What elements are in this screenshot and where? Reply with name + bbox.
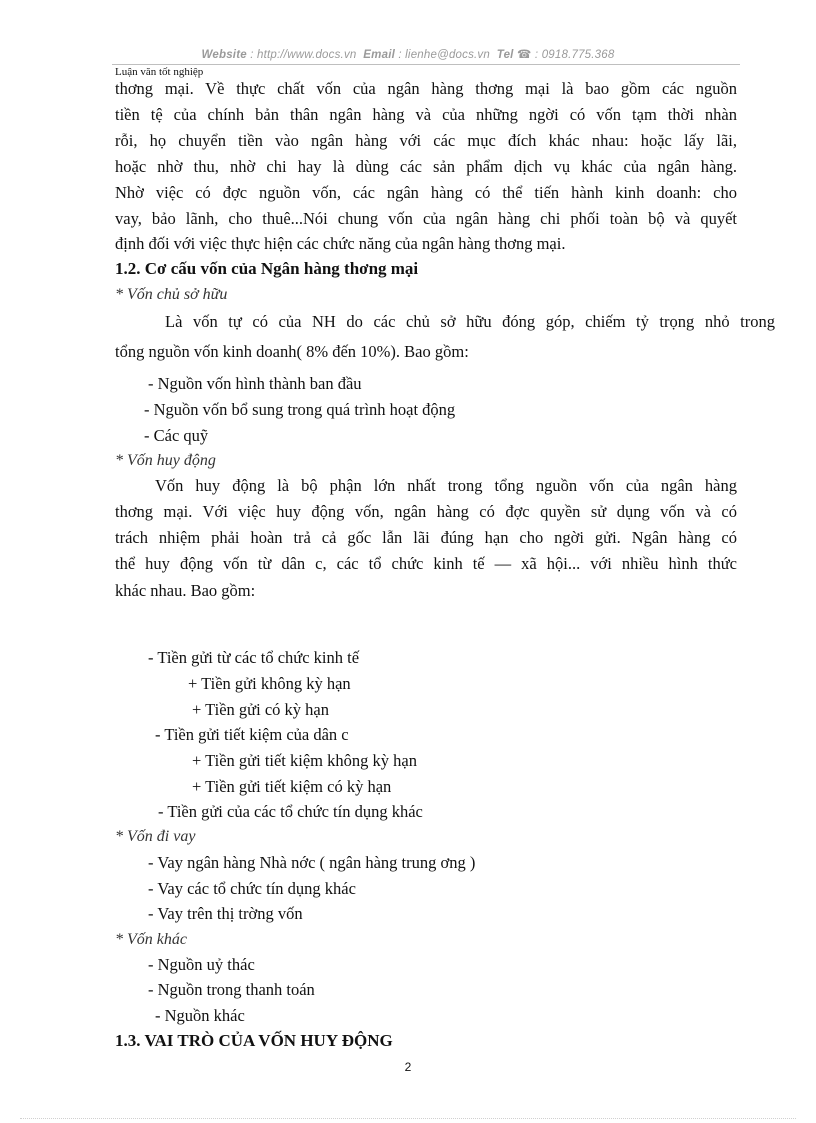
paragraph-line: Nhờ việc có đợc nguồn vốn, các ngân hàng có thể tiến hành kinh doanh: cho (115, 183, 737, 202)
email-address: : lienhe@docs.vn (398, 49, 490, 61)
list-item: - Nguồn vốn hình thành ban đầu (148, 374, 362, 393)
list-item: - Vay trên thị trờng vốn (148, 904, 303, 923)
list-item: + Tiền gửi có kỳ hạn (192, 700, 329, 719)
list-item: - Tiền gửi từ các tổ chức kinh tế (148, 648, 360, 667)
list-item: - Nguồn vốn bổ sung trong quá trình hoạt động (144, 400, 456, 419)
list-item: - Nguồn khác (155, 1006, 245, 1025)
paragraph-line: tổng nguồn vốn kinh doanh( 8% đến 10%). Bao gồm: (115, 342, 469, 361)
paragraph-line: vay, bảo lãnh, cho thuê...Nói chung vốn của ngân hàng chi phối toàn bộ và quyết (115, 209, 737, 228)
paragraph-line: Vốn huy động là bộ phận lớn nhất trong tổng nguồn vốn của ngân hàng (155, 476, 737, 495)
subheading-borrowed-capital: * Vốn đi vay (115, 828, 196, 845)
section-heading-1-2: 1.2. Cơ cấu vốn của Ngân hàng thơng mại (115, 259, 419, 278)
list-item: - Tiền gửi tiết kiệm của dân c (155, 725, 349, 744)
paragraph-line: hoặc nhờ thu, nhờ chi hay là dùng các sản phẩm dịch vụ khác của ngân hàng. (115, 157, 737, 176)
phone-number: : 0918.775.368 (534, 49, 615, 61)
list-item: + Tiền gửi tiết kiệm không kỳ hạn (192, 751, 417, 770)
list-item: - Nguồn trong thanh toán (148, 980, 315, 999)
website-label: Website (201, 49, 247, 61)
paragraph-line: tiền tệ của chính bản thân ngân hàng và của những ngời có vốn tạm thời nhàn (115, 105, 737, 124)
page-number: 2 (404, 1060, 412, 1074)
paragraph-line: rỗi, họ chuyển tiền vào ngân hàng với các mục đích khác nhau: hoặc lấy lãi, (115, 131, 737, 150)
subheading-other-capital: * Vốn khác (115, 931, 187, 948)
list-item: - Vay các tổ chức tín dụng khác (148, 879, 356, 898)
paragraph-line: khác nhau. Bao gồm: (115, 581, 256, 600)
list-item: - Nguồn uỷ thác (148, 955, 255, 974)
header-divider (112, 64, 740, 65)
list-item: - Các quỹ (144, 426, 209, 445)
phone-icon: ☎ (516, 49, 532, 61)
paragraph-line: thơng mại. Với việc huy động vốn, ngân hàng có đợc quyền sử dụng vốn và có (115, 502, 737, 521)
website-url: : http://www.docs.vn (250, 49, 357, 61)
email-label: Email (363, 49, 395, 61)
section-heading-1-3: 1.3. VAI TRÒ CỦA VỐN HUY ĐỘNG (115, 1031, 393, 1050)
list-item: - Vay ngân hàng Nhà nớc ( ngân hàng trung ơng ) (148, 853, 476, 872)
paragraph-line: trách nhiệm phải hoàn trả cả gốc lẫn lãi đúng hạn cho ngời gửi. Ngân hàng có (115, 528, 737, 547)
subheading-owner-capital: * Vốn chủ sở hữu (115, 286, 228, 303)
list-item: + Tiền gửi không kỳ hạn (188, 674, 351, 693)
paragraph-line: Là vốn tự có của NH do các chủ sở hữu đóng góp, chiếm tỷ trọng nhỏ trong (165, 312, 775, 331)
thesis-label: Luận văn tốt nghiệp (115, 66, 204, 78)
paragraph-line: thể huy động vốn từ dân c, các tổ chức kinh tế — xã hội... với nhiều hình thức (115, 554, 737, 573)
list-item: - Tiền gửi của các tổ chức tín dụng khác (158, 802, 423, 821)
subheading-mobilized-capital: * Vốn huy động (115, 452, 216, 469)
page-bottom-border (20, 1118, 796, 1119)
list-item: + Tiền gửi tiết kiệm có kỳ hạn (192, 777, 392, 796)
paragraph-line: định đối với việc thực hiện các chức năng của ngân hàng thơng mại. (115, 234, 566, 253)
tel-label: Tel (496, 49, 514, 61)
paragraph-line: thơng mại. Về thực chất vốn của ngân hàng thơng mại là bao gồm các nguồn (115, 79, 737, 98)
page-header (0, 47, 816, 61)
